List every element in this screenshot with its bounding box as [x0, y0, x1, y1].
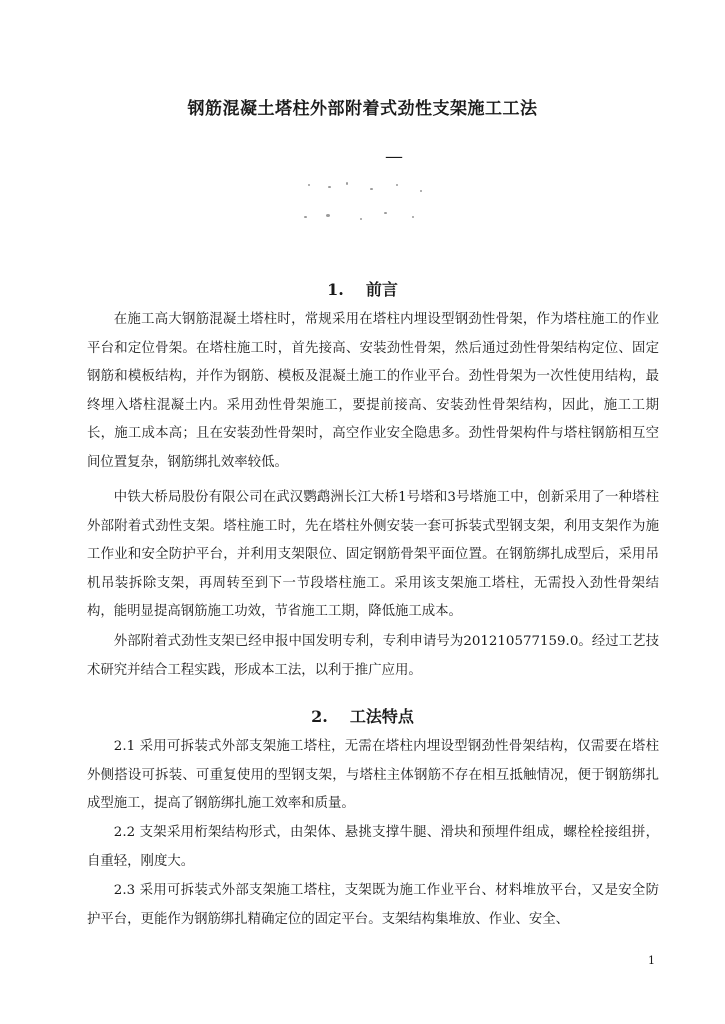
section-title: 前言 — [365, 280, 398, 299]
section-heading-2 — [0, 704, 725, 727]
section-title: 工法特点 — [349, 707, 414, 726]
scan-smudge-decoration — [300, 178, 440, 224]
paragraph: 在施工高大钢筋混凝土塔柱时，常规采用在塔柱内埋设型钢劲性骨架，作为塔柱施工的作业平台和定位骨架。在塔柱施工时，首先接高、安装劲性骨架，然后通过劲性骨架结构定位、固定钢筋和模板结构，并作为钢筋、模板及混凝土施工的作业平台。劲性骨架为一次性使用结构，最终埋入塔柱混凝土内。采用劲性骨架施工，要提前接高、安装劲性骨架结构，因此，施工工期长，施工成本高；且在安装劲性骨架时，高空作业安全隐患多。劲性骨架构件与塔柱钢筋相互空间位置复杂，钢筋绑扎效率较低。 — [87, 312, 659, 470]
section-heading-1 — [0, 277, 725, 300]
paragraph: 2.2 支架采用桁架结构形式，由架体、悬挑支撑牛腿、滑块和预埋件组成，螺栓栓接组拼，自重轻，刚度大。 — [87, 825, 659, 869]
paragraph: 2.1 采用可拆装式外部支架施工塔柱，无需在塔柱内埋设型钢劲性骨架结构，仅需要在塔柱外侧搭设可拆装、可重复使用的型钢支架，与塔柱主体钢筋不存在相互抵触情况，便于钢筋绑扎成型施工，提高了钢筋绑扎施工效率和质量。 — [87, 739, 659, 812]
paragraph: 外部附着式劲性支架已经申报中国发明专利，专利申请号为201210577159.0。经过工艺技术研究并结合工程实践，形成本工法，以利于推广应用。 — [87, 634, 659, 678]
paragraph: 中铁大桥局股份有限公司在武汉鹦鹉洲长江大桥1号塔和3号塔施工中，创新采用了一种塔柱外部附着式劲性支架。塔柱施工时，先在塔柱外侧安装一套可拆装式型钢支架，利用支架作为施工作业和安全防护平台，并利用支架限位、固定钢筋骨架平面位置。在钢筋绑扎成型后，采用吊机吊装拆除支架，再周转至到下一节段塔柱施工。采用该支架施工塔柱，无需投入劲性骨架结构，能明显提高钢筋施工功效，节省施工工期，降低施工成本。 — [87, 490, 659, 620]
author-mark: — — [385, 146, 403, 167]
page-number: 1 — [648, 954, 655, 967]
section-number: 1. — [327, 280, 344, 299]
document-title: 钢筋混凝土塔柱外部附着式劲性支架施工工法 — [187, 99, 538, 119]
section-number: 2. — [311, 707, 328, 726]
paragraph: 2.3 采用可拆装式外部支架施工塔柱，支架既为施工作业平台、材料堆放平台，又是安全防护平台，更能作为钢筋绑扎精确定位的固定平台。支架结构集堆放、作业、安全、 — [87, 883, 659, 927]
